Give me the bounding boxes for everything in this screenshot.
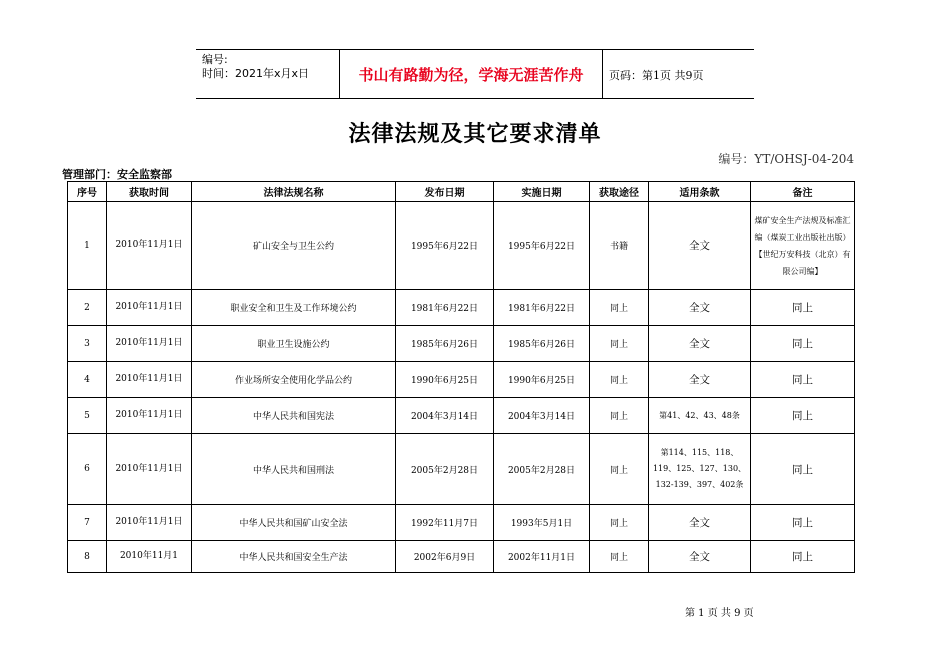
cell-clauses: 第114、115、118、119、125、127、130、132-139、397、402条 [649, 434, 751, 505]
cell-clauses: 全文 [649, 541, 751, 573]
cell-channel: 同上 [590, 290, 649, 326]
cell-effective: 1993年5月1日 [494, 505, 590, 541]
cell-clauses: 全文 [649, 505, 751, 541]
col-header-published: 发布日期 [396, 182, 494, 202]
cell-no: 3 [68, 326, 107, 362]
cell-channel: 同上 [590, 434, 649, 505]
cell-acquired: 2010年11月1日 [107, 434, 192, 505]
cell-acquired: 2010年11月1日 [107, 326, 192, 362]
cell-acquired: 2010年11月1 [107, 541, 192, 573]
cell-channel: 同上 [590, 541, 649, 573]
cell-channel: 同上 [590, 505, 649, 541]
cell-published: 2005年2月28日 [396, 434, 494, 505]
cell-channel: 同上 [590, 398, 649, 434]
cell-clauses: 第41、42、43、48条 [649, 398, 751, 434]
header-motto: 书山有路勤为径，学海无涯苦作舟 [339, 50, 603, 98]
cell-remark: 煤矿安全生产法规及标准汇编（煤炭工业出版社出版）【世纪万安科技（北京）有限公司编】 [751, 202, 855, 290]
cell-remark: 同上 [751, 290, 855, 326]
document-title: 法律法规及其它要求清单 [348, 122, 602, 147]
cell-name: 矿山安全与卫生公约 [192, 202, 396, 290]
header-meta [202, 53, 309, 81]
table-row [68, 202, 855, 290]
table-row [68, 505, 855, 541]
cell-name: 中华人民共和国安全生产法 [192, 541, 396, 573]
cell-no: 7 [68, 505, 107, 541]
cell-no: 6 [68, 434, 107, 505]
cell-clauses: 全文 [649, 362, 751, 398]
cell-effective: 1990年6月25日 [494, 362, 590, 398]
table-row [68, 290, 855, 326]
cell-clauses: 全文 [649, 290, 751, 326]
document-number: 编号：YT/OHSJ-04-204 [718, 152, 854, 166]
cell-published: 1995年6月22日 [396, 202, 494, 290]
col-header-name: 法律法规名称 [192, 182, 396, 202]
cell-effective: 1981年6月22日 [494, 290, 590, 326]
cell-effective: 2004年3月14日 [494, 398, 590, 434]
cell-remark: 同上 [751, 326, 855, 362]
cell-effective: 1985年6月26日 [494, 326, 590, 362]
cell-published: 1981年6月22日 [396, 290, 494, 326]
cell-name: 职业卫生设施公约 [192, 326, 396, 362]
table-row [68, 541, 855, 573]
cell-effective: 2002年11月1日 [494, 541, 590, 573]
table-row [68, 398, 855, 434]
table-header-row [68, 182, 855, 202]
col-header-effective: 实施日期 [494, 182, 590, 202]
header-number-label: 编号: [202, 53, 228, 66]
col-header-acquired: 获取时间 [107, 182, 192, 202]
table-row [68, 326, 855, 362]
col-header-clauses: 适用条款 [649, 182, 751, 202]
cell-name: 中华人民共和国刑法 [192, 434, 396, 505]
cell-published: 1985年6月26日 [396, 326, 494, 362]
cell-effective: 1995年6月22日 [494, 202, 590, 290]
page-footer: 第 1 页 共 9 页 [685, 608, 754, 619]
cell-name: 中华人民共和国宪法 [192, 398, 396, 434]
cell-acquired: 2010年11月1日 [107, 202, 192, 290]
table-row [68, 362, 855, 398]
cell-no: 2 [68, 290, 107, 326]
cell-published: 1990年6月25日 [396, 362, 494, 398]
cell-acquired: 2010年11月1日 [107, 290, 192, 326]
cell-clauses: 全文 [649, 326, 751, 362]
cell-name: 职业安全和卫生及工作环境公约 [192, 290, 396, 326]
header-time-label: 时间：2021年x月x日 [202, 67, 310, 80]
cell-remark: 同上 [751, 434, 855, 505]
cell-channel: 同上 [590, 326, 649, 362]
header-page-label: 页码：第1页 共9页 [609, 69, 704, 82]
regulations-table [67, 181, 855, 573]
cell-remark: 同上 [751, 362, 855, 398]
cell-acquired: 2010年11月1日 [107, 362, 192, 398]
cell-no: 4 [68, 362, 107, 398]
cell-name: 作业场所安全使用化学品公约 [192, 362, 396, 398]
cell-published: 1992年11月7日 [396, 505, 494, 541]
cell-no: 8 [68, 541, 107, 573]
cell-remark: 同上 [751, 541, 855, 573]
cell-acquired: 2010年11月1日 [107, 505, 192, 541]
cell-channel: 同上 [590, 362, 649, 398]
cell-published: 2004年3月14日 [396, 398, 494, 434]
cell-remark: 同上 [751, 398, 855, 434]
cell-no: 5 [68, 398, 107, 434]
cell-remark: 同上 [751, 505, 855, 541]
col-header-no: 序号 [68, 182, 107, 202]
cell-name: 中华人民共和国矿山安全法 [192, 505, 396, 541]
page-header [196, 49, 754, 99]
table-row [68, 434, 855, 505]
col-header-remark: 备注 [751, 182, 855, 202]
cell-no: 1 [68, 202, 107, 290]
cell-channel: 书籍 [590, 202, 649, 290]
cell-clauses: 全文 [649, 202, 751, 290]
cell-published: 2002年6月9日 [396, 541, 494, 573]
col-header-channel: 获取途径 [590, 182, 649, 202]
cell-effective: 2005年2月28日 [494, 434, 590, 505]
department-label: 管理部门：安全监察部 [62, 168, 172, 181]
cell-acquired: 2010年11月1日 [107, 398, 192, 434]
